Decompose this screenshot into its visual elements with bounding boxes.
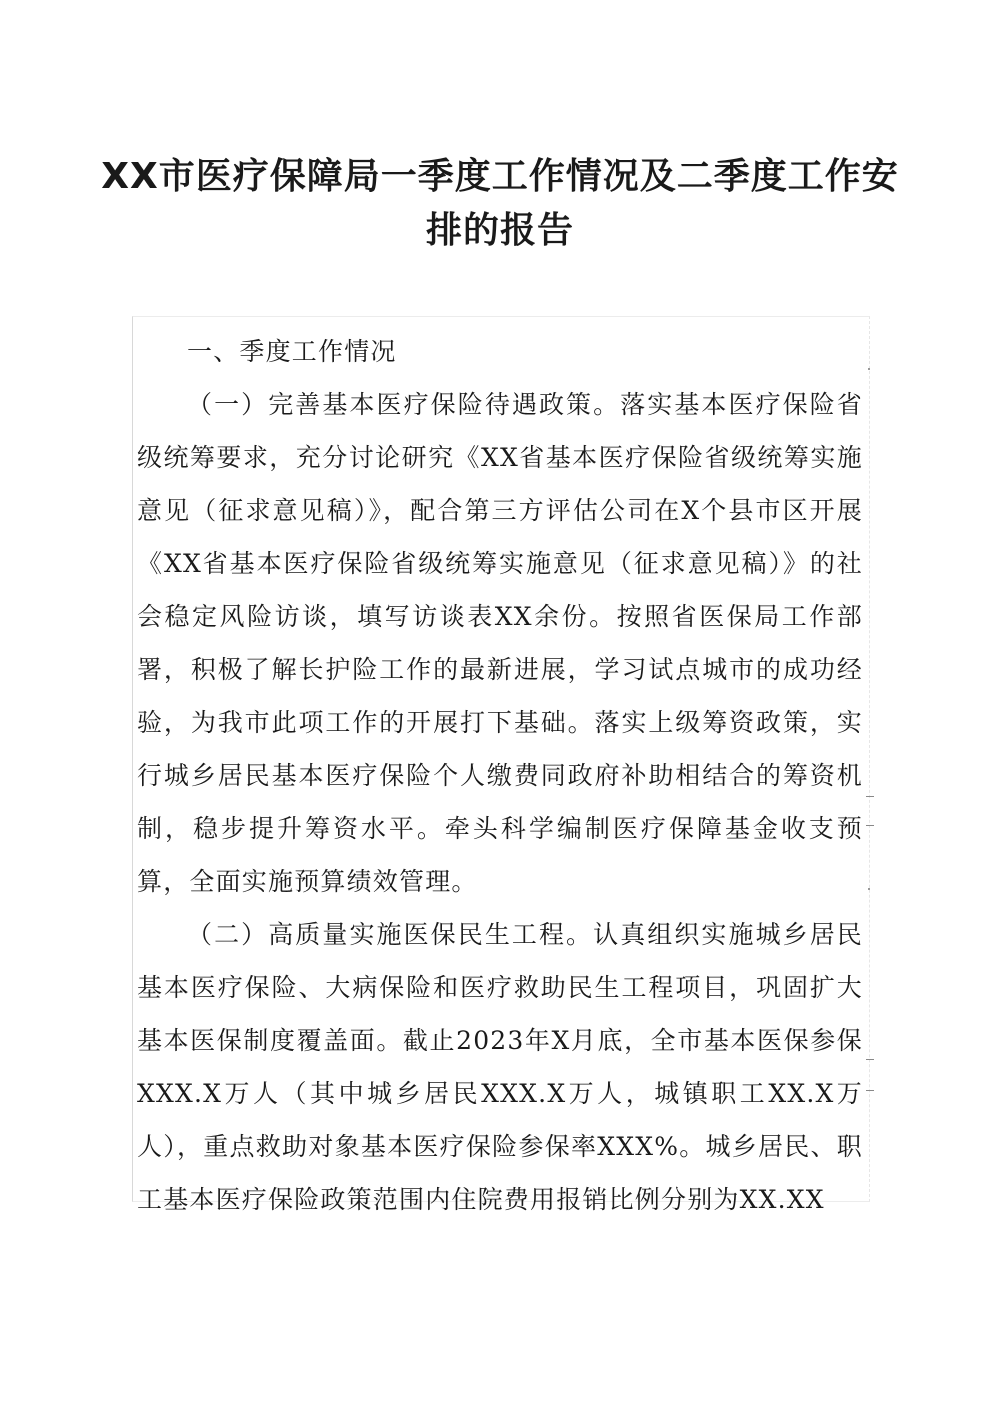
margin-tick xyxy=(866,796,874,797)
margin-tick xyxy=(866,1059,874,1060)
document-body-text xyxy=(137,325,863,1226)
paragraph-2: （二）高质量实施医保民生工程。认真组织实施城乡居民基本医疗保险、大病保险和医疗救助民生工程项目，巩固扩大基本医保制度覆盖面。截止2023年X月底，全市基本医保参保XXX.X万人（其中城乡居民XXX.X万人，城镇职工XX.X万人），重点救助对象基本医疗保险参保率XXX%。城乡居民、职工基本医疗保险政策范围内住院费用报销比例分别为XX.XX xyxy=(137,920,863,1214)
margin-mark xyxy=(868,888,870,890)
section-heading: 一、季度工作情况 xyxy=(187,337,397,366)
paragraph-1: （一）完善基本医疗保险待遇政策。落实基本医疗保险省级统筹要求，充分讨论研究《XX省基本医疗保险省级统筹实施意见（征求意见稿）》，配合第三方评估公司在X个县市区开展《XX省基本医疗保险省级统筹实施意见（征求意见稿）》的社会稳定风险访谈，填写访谈表XX余份。按照省医保局工作部署，积极了解长护险工作的最新进展，学习试点城市的成功经验，为我市此项工作的开展打下基础。落实上级筹资政策，实行城乡居民基本医疗保险个人缴费同政府补助相结合的筹资机制，稳步提升筹资水平。牵头科学编制医疗保障基金收支预算，全面实施预算绩效管理。 xyxy=(137,390,863,896)
document-title: XX市医疗保障局一季度工作情况及二季度工作安排的报告 xyxy=(101,156,899,251)
margin-mark xyxy=(868,368,870,370)
document-body-frame xyxy=(132,316,870,1214)
margin-tick xyxy=(866,1090,874,1091)
margin-tick xyxy=(866,825,874,826)
